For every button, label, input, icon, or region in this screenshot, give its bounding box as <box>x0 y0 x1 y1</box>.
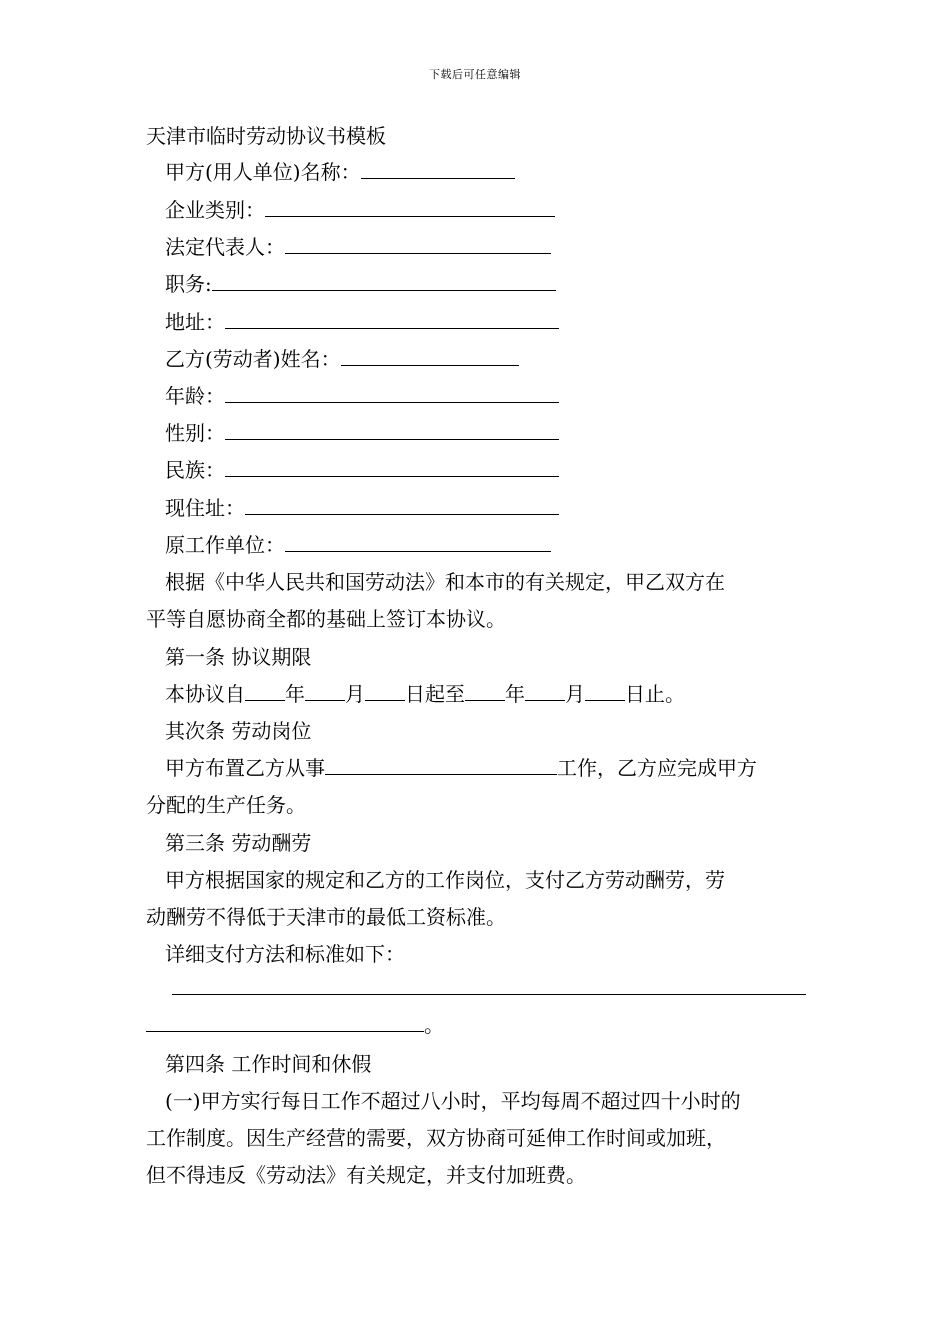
article-4-line-2: 工作制度。因生产经营的需要，双方协商可延伸工作时间或加班， <box>146 1126 726 1150</box>
enterprise-type-blank[interactable] <box>265 198 555 217</box>
article-2-line-2: 分配的生产任务。 <box>146 793 306 817</box>
payment-details-blank-2[interactable] <box>146 1013 424 1032</box>
position-label: 职务: <box>165 272 212 296</box>
start-year-blank[interactable] <box>245 682 285 701</box>
gender-blank[interactable] <box>225 421 559 440</box>
current-address-blank[interactable] <box>245 496 559 515</box>
current-address-label: 现住址： <box>165 496 245 520</box>
employer-name-label: 甲方(用人单位)名称： <box>165 160 361 184</box>
payment-details-row-1 <box>172 976 806 1000</box>
article-3-title: 第三条 劳动酬劳 <box>165 831 312 855</box>
article-4-line-3: 但不得违反《劳动法》有关规定，并支付加班费。 <box>146 1163 586 1187</box>
page-header: 下载后可任意编辑 <box>429 68 521 81</box>
article-3-line-3: 详细支付方法和标准如下： <box>165 942 405 966</box>
payment-details-row-2 <box>146 1013 444 1037</box>
article-1-title: 第一条 协议期限 <box>165 645 312 669</box>
start-year-unit: 年 <box>285 682 305 706</box>
employer-name-blank[interactable] <box>361 160 515 179</box>
age-label: 年龄： <box>165 384 225 408</box>
ethnicity-label: 民族： <box>165 458 225 482</box>
legal-rep-row <box>165 235 551 259</box>
employer-name-row <box>165 160 515 184</box>
article-3-line-2: 动酬劳不得低于天津市的最低工资标准。 <box>146 905 506 929</box>
article-2-line-1 <box>165 756 757 780</box>
address-label: 地址： <box>165 310 225 334</box>
end-month-unit: 月 <box>565 682 585 706</box>
end-year-blank[interactable] <box>465 682 505 701</box>
end-day-blank[interactable] <box>585 682 625 701</box>
intro-line-1: 根据《中华人民共和国劳动法》和本市的有关规定，甲乙双方在 <box>165 570 725 594</box>
age-blank[interactable] <box>225 384 559 403</box>
payment-details-blank-1[interactable] <box>172 976 806 995</box>
legal-rep-blank[interactable] <box>285 235 551 254</box>
article-2-title: 其次条 劳动岗位 <box>165 719 312 743</box>
start-day-unit: 日起至 <box>405 682 465 706</box>
term-prefix: 本协议自 <box>165 682 245 706</box>
position-blank[interactable] <box>212 272 556 291</box>
end-month-blank[interactable] <box>525 682 565 701</box>
former-employer-blank[interactable] <box>285 533 551 552</box>
start-month-blank[interactable] <box>305 682 345 701</box>
job-suffix: 工作，乙方应完成甲方 <box>557 756 757 780</box>
employee-name-label: 乙方(劳动者)姓名： <box>165 347 341 371</box>
gender-label: 性别： <box>165 421 225 445</box>
job-prefix: 甲方布置乙方从事 <box>165 756 325 780</box>
legal-rep-label: 法定代表人： <box>165 235 285 259</box>
start-month-unit: 月 <box>345 682 365 706</box>
former-employer-row <box>165 533 551 557</box>
enterprise-type-label: 企业类别： <box>165 198 265 222</box>
ethnicity-blank[interactable] <box>225 458 559 477</box>
end-year-unit: 年 <box>505 682 525 706</box>
position-row <box>165 272 556 296</box>
article-4-title: 第四条 工作时间和休假 <box>165 1052 372 1076</box>
period-mark: 。 <box>424 1013 444 1037</box>
article-3-line-1: 甲方根据国家的规定和乙方的工作岗位，支付乙方劳动酬劳，劳 <box>165 868 725 892</box>
age-row <box>165 384 559 408</box>
address-blank[interactable] <box>225 310 559 329</box>
former-employer-label: 原工作单位： <box>165 533 285 557</box>
current-address-row <box>165 496 559 520</box>
document-title: 天津市临时劳动协议书模板 <box>146 124 386 148</box>
enterprise-type-row <box>165 198 555 222</box>
end-day-unit: 日止。 <box>625 682 685 706</box>
intro-line-2: 平等自愿协商全都的基础上签订本协议。 <box>146 607 506 631</box>
ethnicity-row <box>165 458 559 482</box>
start-day-blank[interactable] <box>365 682 405 701</box>
employee-name-row <box>165 347 519 371</box>
article-4-line-1: (一)甲方实行每日工作不超过八小时，平均每周不超过四十小时的 <box>165 1089 741 1113</box>
address-row <box>165 310 559 334</box>
employee-name-blank[interactable] <box>341 347 519 366</box>
term-row <box>165 682 685 706</box>
gender-row <box>165 421 559 445</box>
job-type-blank[interactable] <box>325 756 557 775</box>
